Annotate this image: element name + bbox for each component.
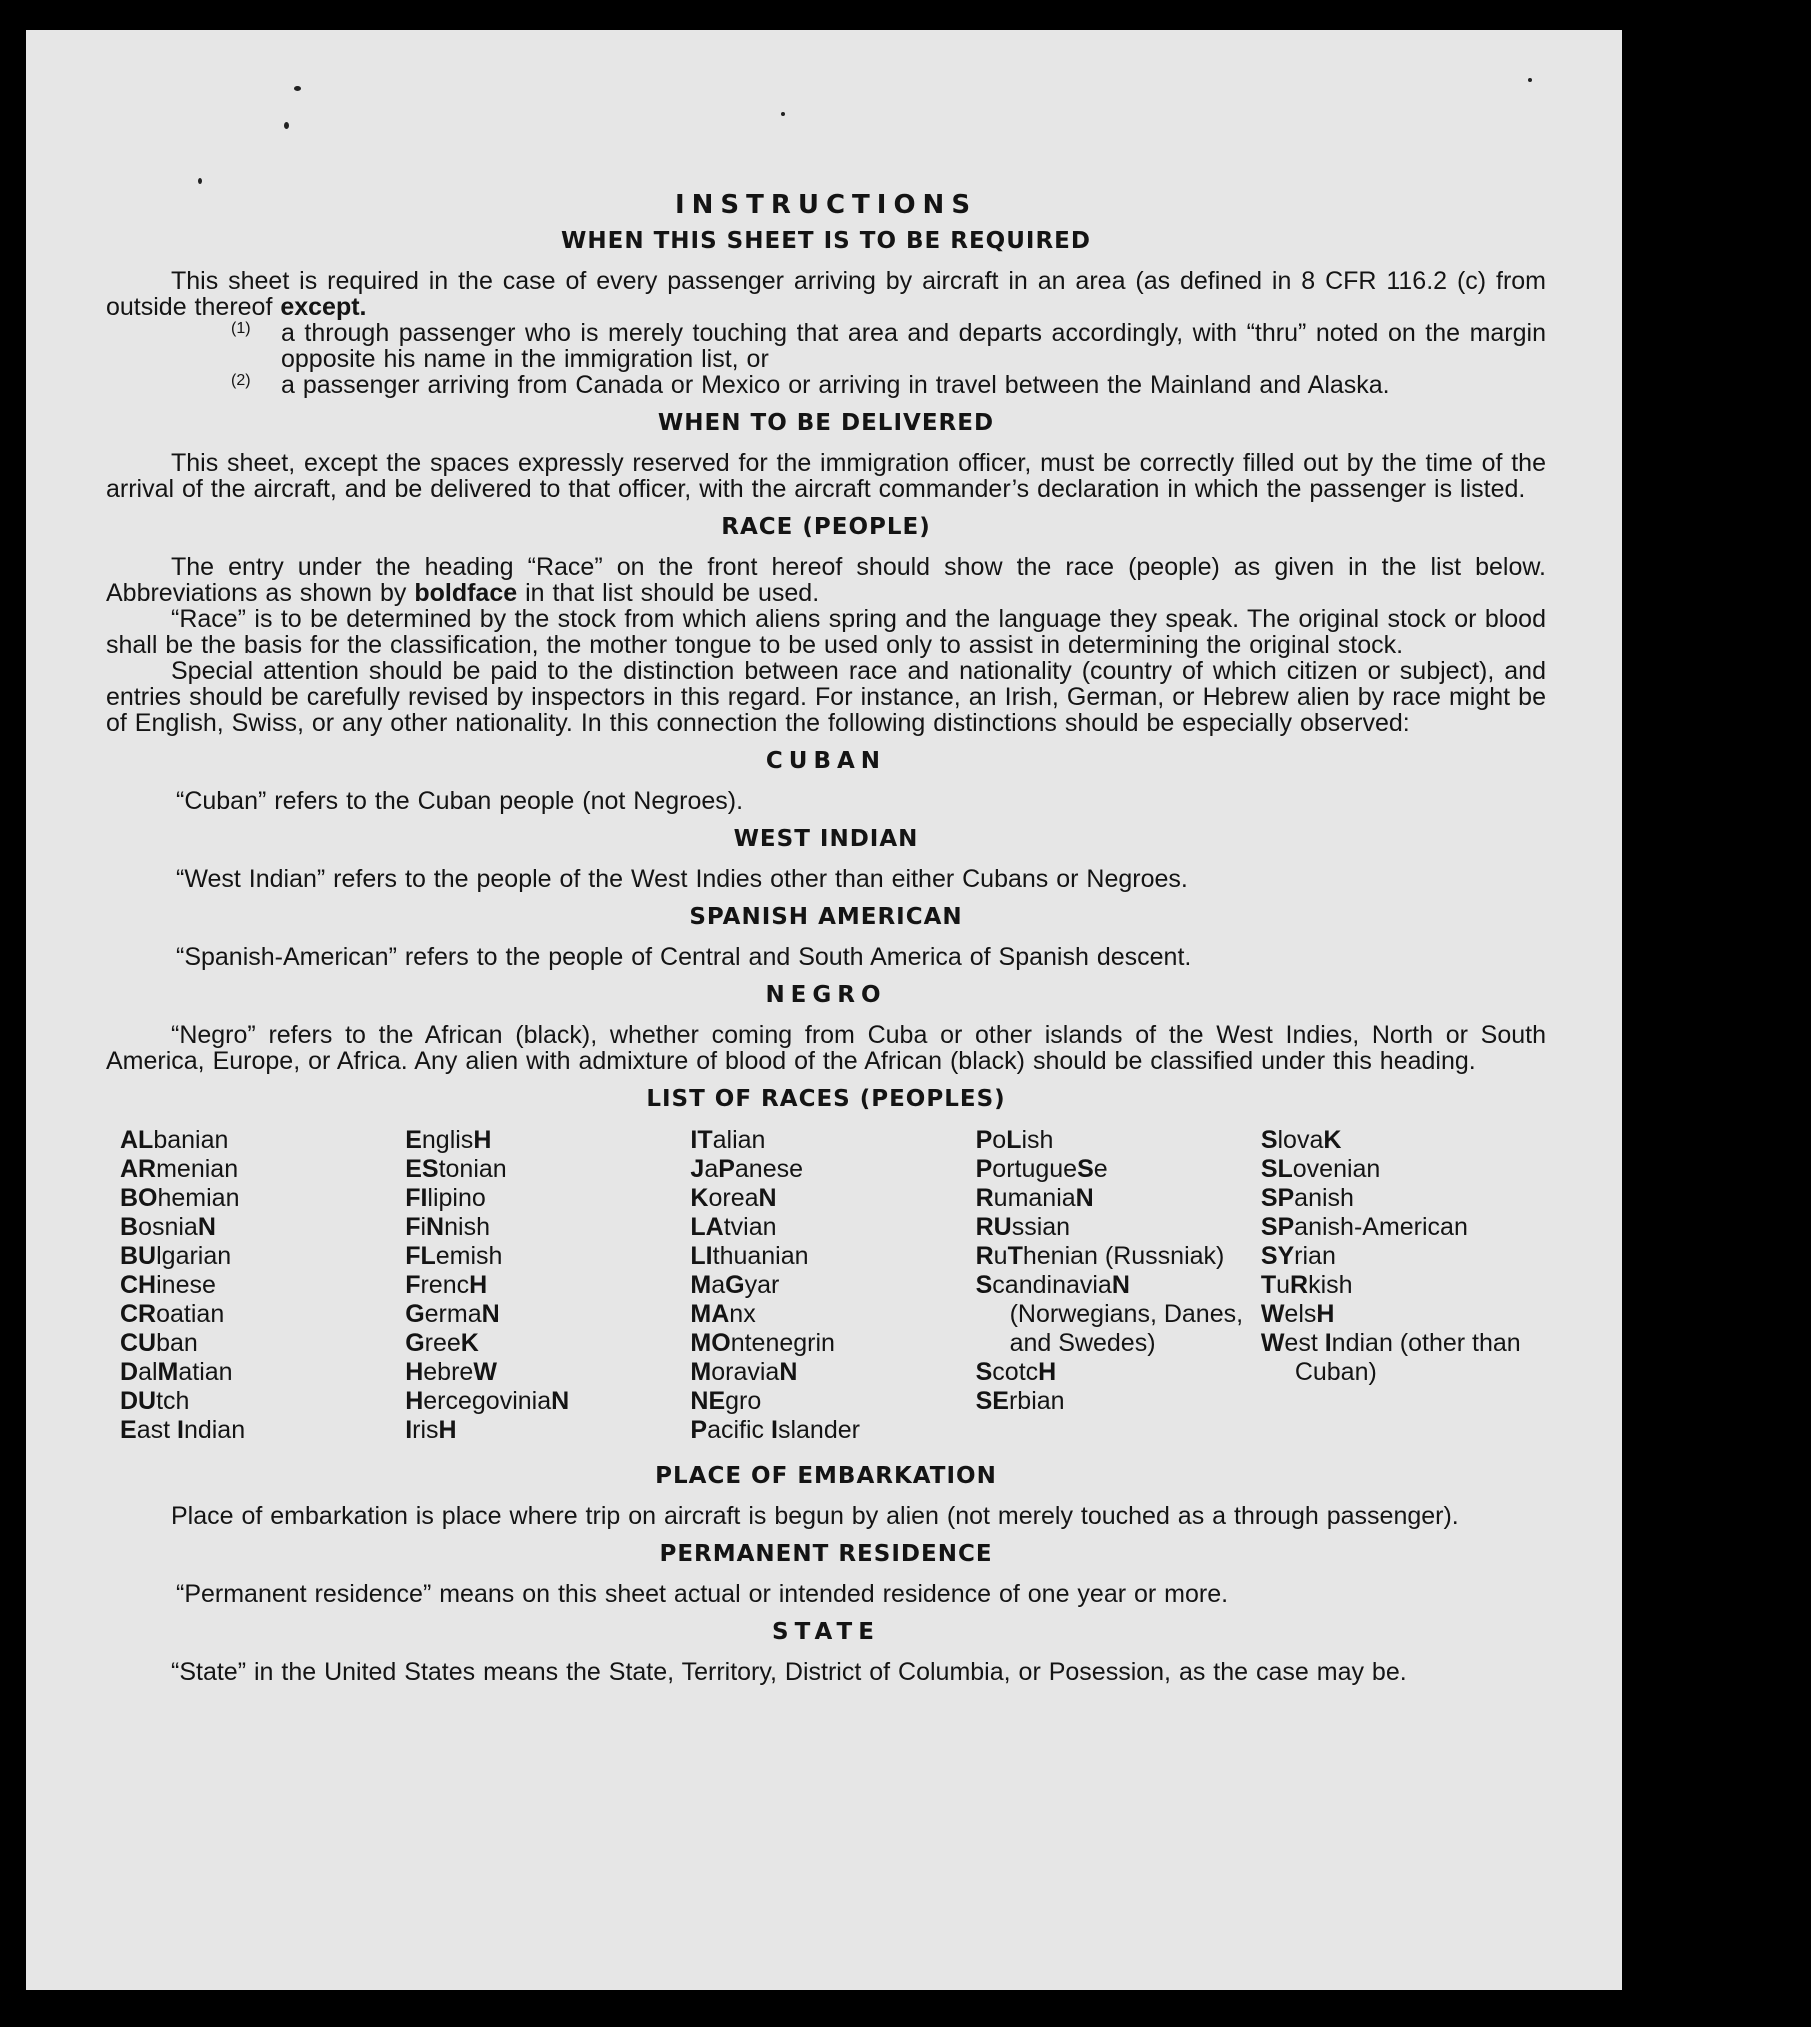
west-indian-section [106, 866, 1546, 892]
negro-section [106, 1022, 1546, 1074]
race-abbreviation: E [405, 1126, 422, 1154]
race-text: tvian [723, 1213, 777, 1241]
race-entry [976, 1387, 1261, 1416]
race-text: a [711, 1271, 726, 1299]
race-entry [120, 1329, 405, 1358]
race-abbreviation: I [176, 1416, 184, 1444]
race-abbreviation: N [197, 1213, 216, 1241]
race-abbreviation: K [460, 1329, 479, 1357]
race-entry [405, 1184, 690, 1213]
instructions-title: INSTRUCTIONS [674, 190, 978, 220]
cuban-heading: CUBAN [765, 748, 887, 774]
race-entry [120, 1213, 405, 1242]
race-entry [976, 1242, 1261, 1271]
race-abbreviation: T [1007, 1242, 1023, 1270]
race-abbreviation: CU [120, 1329, 157, 1357]
race-text: tch [156, 1387, 190, 1415]
west-indian-text: “West Indian” refers to the people of the West Indies other than either Cubans or Negroes. [176, 865, 1188, 893]
cuban-section [106, 788, 1546, 814]
race-text: ntenegrin [730, 1329, 835, 1357]
race-abbreviation: S [1077, 1155, 1094, 1183]
race-text: al [138, 1358, 158, 1386]
race-abbreviation: H [1038, 1358, 1057, 1386]
race-abbreviation: J [690, 1155, 705, 1183]
race-paragraph-3: Special attention should be paid to the distinction between race and nationality (country of which citizen or subject), and entries should be carefully revised by inspectors in this regard. For instance, an Irish, German, or Hebrew alien by race might be of English, Swiss, or any other nationality. In this connection the following distinctions should be especially observed: [106, 657, 1546, 737]
race-abbreviation: R [975, 1184, 994, 1212]
race-paragraph-2: “Race” is to be determined by the stock from which aliens spring and the language they speak. The original stock or blood shall be the basis for the classification, the mother tongue to be used only to assist in determining the original stock. [106, 605, 1546, 659]
item-number: (2) [231, 372, 251, 389]
race-abbreviation: G [405, 1300, 425, 1328]
race-abbreviation: H [1316, 1300, 1335, 1328]
race-text: hemian [157, 1184, 240, 1212]
race-text: renc [420, 1271, 470, 1299]
race-abbreviation: I [405, 1416, 413, 1444]
race-text: thuanian [712, 1242, 809, 1270]
race-text: anish-American [1294, 1213, 1468, 1241]
race-entry [976, 1271, 1261, 1358]
race-abbreviation: G [405, 1329, 425, 1357]
race-entry [120, 1155, 405, 1184]
races-column [690, 1126, 975, 1445]
race-text: i [420, 1213, 427, 1241]
race-entry [120, 1300, 405, 1329]
race-entry [405, 1126, 690, 1155]
race-abbreviation: R [1290, 1271, 1309, 1299]
race-entry [1261, 1329, 1546, 1387]
race-abbreviation: W [1260, 1300, 1285, 1328]
race-abbreviation: W [473, 1358, 497, 1386]
race-abbreviation: SP [1260, 1184, 1295, 1212]
race-entry [690, 1358, 975, 1387]
race-text: oatian [156, 1300, 225, 1328]
race-text: nish [444, 1213, 490, 1241]
required-intro: This sheet is required in the case of every passenger arriving by aircraft in an area (as defined in 8 CFR 116.2 (c) from outside thereof except. [106, 267, 1546, 321]
residence-text: “Permanent residence” means on this sheet actual or intended residence of one year or more. [176, 1580, 1229, 1608]
race-text: alian [712, 1126, 766, 1154]
race-text: u [1276, 1271, 1290, 1299]
race-entry [690, 1329, 975, 1358]
race-text: gro [725, 1387, 762, 1415]
race-entry [1261, 1271, 1546, 1300]
ink-speck [781, 112, 785, 116]
race-text: tonian [438, 1155, 507, 1183]
race-entry [1261, 1242, 1546, 1271]
race-entry [976, 1126, 1261, 1155]
race-abbreviation: I [771, 1416, 778, 1444]
race-text: ndian [183, 1416, 246, 1444]
race-abbreviation: M [690, 1271, 712, 1299]
race-abbreviation: M [690, 1358, 712, 1386]
races-list [106, 1126, 1546, 1445]
ink-speck [198, 178, 202, 184]
race-text: anish [1294, 1184, 1354, 1212]
race-text: ris [412, 1416, 439, 1444]
race-entry [120, 1387, 405, 1416]
race-abbreviation: FI [405, 1184, 428, 1212]
west-indian-heading: WEST INDIAN [733, 826, 919, 852]
required-item-1 [106, 320, 1546, 372]
race-text: ast [136, 1416, 177, 1444]
races-list-heading: LIST OF RACES (PEOPLES) [646, 1086, 1006, 1112]
negro-text: “Negro” refers to the African (black), whether coming from Cuba or other islands of the West Indies, North or South America, Europe, or Africa. Any alien with admixture of blood of the African (black) should be classified under this heading. [106, 1021, 1546, 1075]
race-entry [690, 1155, 975, 1184]
race-text: umania [993, 1184, 1076, 1212]
race-entry [120, 1126, 405, 1155]
race-text: lgarian [156, 1242, 232, 1270]
race-abbreviation: E [120, 1416, 137, 1444]
race-entry [405, 1155, 690, 1184]
race-abbreviation: H [469, 1271, 488, 1299]
residence-section [106, 1581, 1546, 1607]
race-abbreviation: LI [690, 1242, 713, 1270]
race-abbreviation: SP [1260, 1213, 1295, 1241]
race-paragraph-1: The entry under the heading “Race” on the front hereof should show the race (people) as given in the list below. Abbreviations as shown by boldface in that list should be used. [106, 553, 1546, 607]
race-abbreviation: K [690, 1184, 709, 1212]
race-entry [120, 1271, 405, 1300]
race-text: ebre [423, 1358, 474, 1386]
race-abbreviation: N [426, 1213, 445, 1241]
race-entry [405, 1300, 690, 1329]
race-abbreviation: P [975, 1155, 993, 1183]
race-abbreviation: IT [690, 1126, 713, 1154]
race-text: lova [1277, 1126, 1324, 1154]
embarkation-section [106, 1503, 1546, 1529]
race-entry [690, 1387, 975, 1416]
race-abbreviation: B [120, 1213, 139, 1241]
delivered-text: This sheet, except the spaces expressly reserved for the immigration officer, must be correctly filled out by the time of the arrival of the aircraft, and be delivered to that officer, with the aircraft commander’s declaration in which the passenger is listed. [106, 449, 1546, 503]
race-entry [120, 1416, 405, 1445]
instructions-content [106, 190, 1546, 1697]
race-abbreviation: LA [690, 1213, 724, 1241]
race-entry [690, 1184, 975, 1213]
race-abbreviation: BU [120, 1242, 157, 1270]
race-text: erma [424, 1300, 482, 1328]
race-entry [690, 1126, 975, 1155]
race-abbreviation: N [758, 1184, 777, 1212]
race-text: lipino [427, 1184, 486, 1212]
race-abbreviation: H [473, 1126, 492, 1154]
race-section [106, 554, 1546, 736]
race-entry [405, 1213, 690, 1242]
race-entry [976, 1358, 1261, 1387]
race-text: rbian [1008, 1387, 1065, 1415]
state-text: “State” in the United States means the State, Territory, District of Columbia, or Posession, as the case may be. [171, 1658, 1407, 1686]
race-abbreviation: SL [1260, 1155, 1293, 1183]
race-text: banian [153, 1126, 229, 1154]
race-text: e [1093, 1155, 1108, 1183]
race-entry [976, 1155, 1261, 1184]
race-abbreviation: L [1006, 1126, 1022, 1154]
race-abbreviation: S [975, 1271, 993, 1299]
race-text: cotc [992, 1358, 1039, 1386]
required-section [106, 268, 1546, 398]
race-entry [405, 1358, 690, 1387]
ink-speck [294, 86, 301, 91]
cuban-text: “Cuban” refers to the Cuban people (not Negroes). [176, 787, 744, 815]
race-text: ercegovinia [423, 1387, 552, 1415]
race-text: oravia [711, 1358, 780, 1386]
race-heading: RACE (PEOPLE) [721, 514, 931, 540]
race-abbreviation: RU [975, 1213, 1012, 1241]
race-entry [690, 1242, 975, 1271]
races-column [976, 1126, 1261, 1445]
race-abbreviation: BO [120, 1184, 158, 1212]
race-text: ish [1021, 1126, 1054, 1154]
spanish-american-text: “Spanish-American” refers to the people of Central and South America of Spanish descent. [176, 943, 1192, 971]
race-text: o [992, 1126, 1007, 1154]
race-abbreviation: F [405, 1271, 421, 1299]
race-text: emish [435, 1242, 503, 1270]
delivered-section [106, 450, 1546, 502]
race-entry [690, 1213, 975, 1242]
races-column [405, 1126, 690, 1445]
race-abbreviation: I [1324, 1329, 1332, 1357]
embarkation-text: Place of embarkation is place where trip on aircraft is begun by alien (not merely touched as a through passenger). [171, 1502, 1459, 1530]
race-text: ssian [1011, 1213, 1071, 1241]
race-abbreviation: ES [405, 1155, 439, 1183]
race-text: anese [734, 1155, 804, 1183]
race-entry [690, 1271, 975, 1300]
delivered-heading: WHEN TO BE DELIVERED [657, 410, 995, 436]
race-abbreviation: MO [690, 1329, 731, 1357]
boldface-word: boldface [414, 579, 518, 607]
race-abbreviation: H [405, 1387, 424, 1415]
race-text: ovenian [1292, 1155, 1381, 1183]
race-abbreviation: N [481, 1300, 500, 1328]
race-text: nglis [421, 1126, 474, 1154]
race-abbreviation: W [1260, 1329, 1285, 1357]
race-text: nx [729, 1300, 756, 1328]
race-abbreviation: P [718, 1155, 735, 1183]
races-column [120, 1126, 405, 1445]
negro-heading: NEGRO [765, 982, 887, 1008]
race-abbreviation: K [1323, 1126, 1342, 1154]
race-entry [976, 1184, 1261, 1213]
race-entry [1261, 1213, 1546, 1242]
race-text: inese [156, 1271, 216, 1299]
race-entry [120, 1184, 405, 1213]
race-abbreviation: CH [120, 1271, 157, 1299]
race-entry [1261, 1184, 1546, 1213]
race-abbreviation: R [975, 1242, 994, 1270]
race-abbreviation: SE [975, 1387, 1009, 1415]
race-abbreviation: D [120, 1358, 139, 1386]
race-abbreviation: P [975, 1126, 993, 1154]
race-entry [1261, 1126, 1546, 1155]
ink-speck [1528, 78, 1532, 82]
race-abbreviation: S [975, 1358, 993, 1386]
race-entry [405, 1271, 690, 1300]
residence-heading: PERMANENT RESIDENCE [659, 1541, 993, 1567]
race-text: orea [708, 1184, 759, 1212]
race-abbreviation: N [1075, 1184, 1094, 1212]
race-text: ortugue [992, 1155, 1078, 1183]
race-text: u [993, 1242, 1008, 1270]
embarkation-heading: PLACE OF EMBARKATION [655, 1463, 997, 1489]
race-abbreviation: T [1260, 1271, 1277, 1299]
race-entry [1261, 1300, 1546, 1329]
race-abbreviation: NE [690, 1387, 726, 1415]
race-abbreviation: FL [405, 1242, 436, 1270]
races-column [1261, 1126, 1546, 1445]
document-page [26, 30, 1622, 1990]
required-intro-bold: except. [280, 293, 367, 321]
item-number: (1) [231, 320, 251, 337]
race-entry [405, 1416, 690, 1445]
race-abbreviation: N [1111, 1271, 1130, 1299]
race-abbreviation: M [157, 1358, 179, 1386]
state-section [106, 1659, 1546, 1685]
race-entry [690, 1300, 975, 1329]
race-abbreviation: H [405, 1358, 424, 1386]
race-entry [120, 1358, 405, 1387]
race-text: ree [424, 1329, 461, 1357]
race-entry [690, 1416, 975, 1445]
race-abbreviation: SY [1260, 1242, 1295, 1270]
race-abbreviation: CR [120, 1300, 157, 1328]
race-text: ndian (other than Cuban) [1294, 1329, 1521, 1386]
race-text: (Norwegians, Danes, and Swedes) [1009, 1300, 1244, 1357]
race-entry [405, 1329, 690, 1358]
race-text: kish [1308, 1271, 1353, 1299]
race-text: henian (Russniak) [1022, 1242, 1225, 1270]
race-abbreviation: MA [690, 1300, 730, 1328]
race-abbreviation: AR [120, 1155, 157, 1183]
item-text: a through passenger who is merely touching that area and departs accordingly, with “thru” noted on the margin opposite his name in the immigration list, or [281, 319, 1546, 373]
race-abbreviation: S [1260, 1126, 1278, 1154]
race-abbreviation: F [405, 1213, 421, 1241]
race-abbreviation: N [551, 1387, 570, 1415]
state-heading: STATE [772, 1619, 880, 1645]
race-text: menian [156, 1155, 239, 1183]
race-abbreviation: G [725, 1271, 745, 1299]
race-text: slander [777, 1416, 860, 1444]
race-entry [405, 1387, 690, 1416]
race-entry [1261, 1155, 1546, 1184]
race-entry [405, 1242, 690, 1271]
race-abbreviation: AL [120, 1126, 154, 1154]
race-text: candinavia [992, 1271, 1112, 1299]
spanish-american-heading: SPANISH AMERICAN [689, 904, 963, 930]
race-text: yar [744, 1271, 780, 1299]
race-abbreviation: N [779, 1358, 798, 1386]
race-text: els [1284, 1300, 1317, 1328]
race-text: a [704, 1155, 719, 1183]
race-abbreviation: P [690, 1416, 708, 1444]
race-abbreviation: DU [120, 1387, 157, 1415]
race-entry [976, 1213, 1261, 1242]
race-text: osnia [138, 1213, 198, 1241]
race-text: rian [1294, 1242, 1336, 1270]
race-text: acific [707, 1416, 771, 1444]
item-text: a passenger arriving from Canada or Mexico or arriving in travel between the Mainland and Alaska. [281, 371, 1390, 399]
required-item-2 [106, 372, 1546, 398]
required-heading: WHEN THIS SHEET IS TO BE REQUIRED [561, 228, 1091, 254]
race-text: atian [178, 1358, 233, 1386]
race-abbreviation: H [438, 1416, 457, 1444]
race-entry [120, 1242, 405, 1271]
race-text: est [1284, 1329, 1325, 1357]
race-text: ban [156, 1329, 198, 1357]
ink-speck [284, 122, 289, 129]
spanish-american-section [106, 944, 1546, 970]
